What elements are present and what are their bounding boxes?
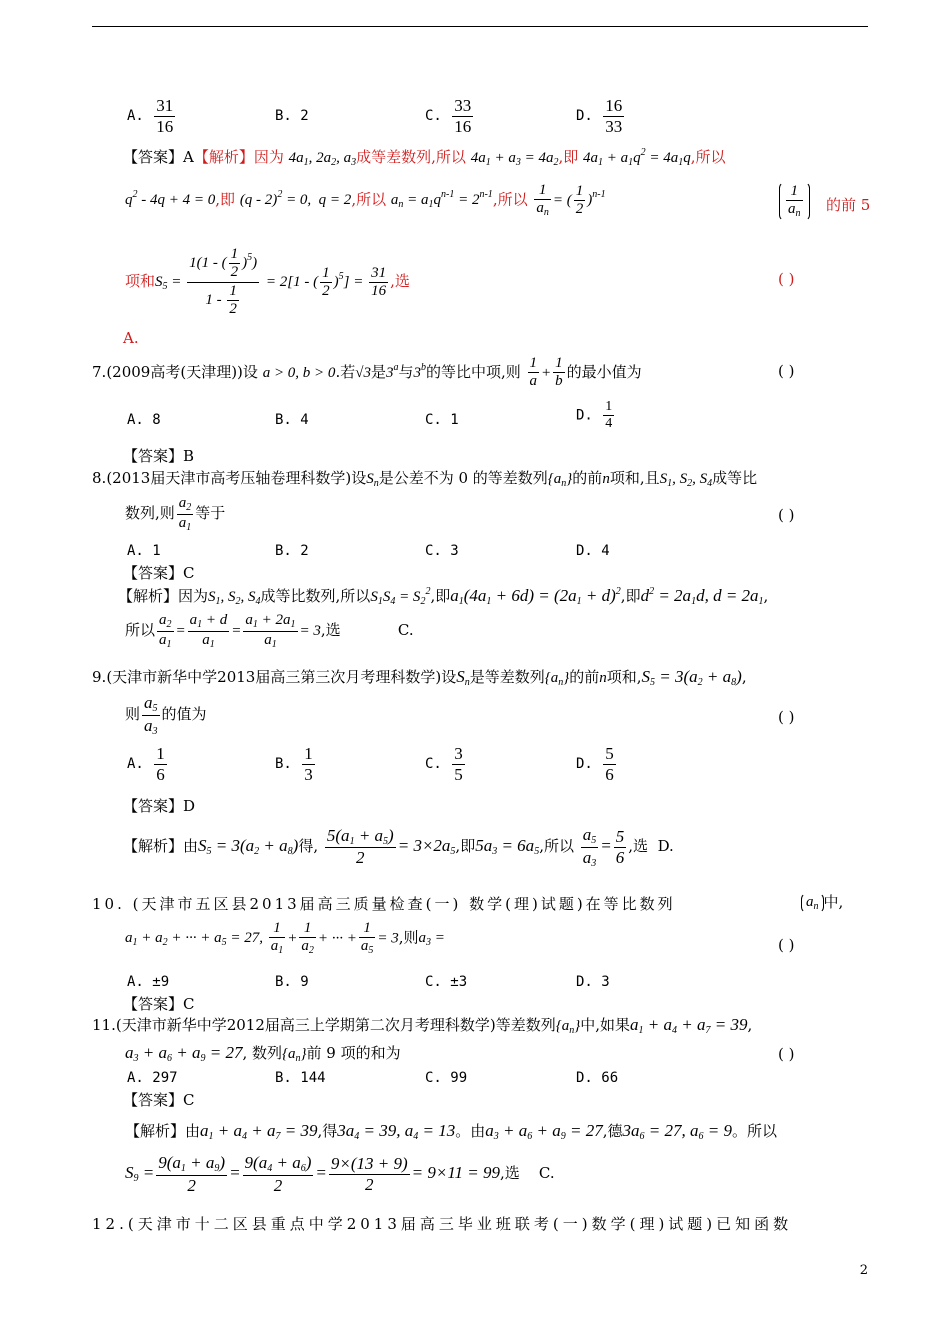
q9-paren: ( ) bbox=[778, 708, 795, 726]
q8-option-c: C. 3 bbox=[425, 543, 459, 559]
q7-paren: ( ) bbox=[778, 362, 795, 380]
q10-option-a: A. ±9 bbox=[127, 974, 170, 990]
q11-stem-line2: $a_3 + a_6 + a_9 = 27$, 数列$\{a_n\}$前 9 项的和为 bbox=[125, 1043, 401, 1064]
q6-option-c: C. $\frac{33}{16}$ bbox=[425, 96, 472, 136]
q11-option-c: C. 99 bbox=[425, 1070, 468, 1086]
q7-option-b: B. 4 bbox=[275, 412, 309, 428]
q7-option-c: C. 1 bbox=[425, 412, 459, 428]
q8-answer: 【答案】C bbox=[123, 564, 195, 582]
q9-option-c: C. $\frac{3}{5}$ bbox=[425, 744, 463, 784]
q11-solution-line2: $S_9$ = $\frac{9(a_1 + a_9)}{2}$ = $\frac{9(a_4 + a_6)}{2}$ = $\frac{9\times(13 + 9)}{2}$ = 9×11 = 99,选 C. bbox=[125, 1153, 555, 1195]
q8-option-d: D. 4 bbox=[576, 543, 610, 559]
q11-paren: ( ) bbox=[778, 1045, 795, 1063]
q8-option-a: A. 1 bbox=[127, 543, 161, 559]
q11-option-d: D. 66 bbox=[576, 1070, 619, 1086]
q8-stem-line2: 数列,则 $\frac{a_2}{a_1}$ 等于 bbox=[125, 495, 226, 533]
q11-solution-line1: 【解析】由$a_1 + a_4 + a_7 = 39$,得$3a_4 = 39$, $a_4 = 13$。由$a_3 + a_6 + a_9 = 27$,德$3a_6 = 27$, $a_6 = 9$。所以 bbox=[125, 1121, 777, 1142]
q10-brace-set: $a_n$ 中, bbox=[801, 891, 843, 913]
q11-option-a: A. 297 bbox=[127, 1070, 178, 1086]
q10-option-d: D. 3 bbox=[576, 974, 610, 990]
q9-option-d: D. $\frac{5}{6}$ bbox=[576, 744, 614, 784]
q8-solution-line1: 【解析】因为$S_1$, $S_2$, $S_4$成等比数列,所以$S_1S_4 = S_2^2$,即$a_1(4a_1 + 6d) = (2a_1 + d)^2$,即$d^2 = 2a_1d$, $d = 2a_1$, bbox=[118, 586, 769, 607]
q6-solution-line2-end: 的前 5 bbox=[826, 196, 871, 214]
q10-option-c: C. ±3 bbox=[425, 974, 468, 990]
q6-answer-end: A. bbox=[123, 329, 139, 347]
q9-answer: 【答案】D bbox=[123, 797, 196, 815]
q6-solution-line1: 【答案】A【解析】因为 $4a_1$, $2a_2$, $a_3$成等差数列,所以 $4a_1 + a_3 = 4a_2$,即 $4a_1 + a_1q^2 = 4a_1q$,所以 bbox=[123, 147, 726, 168]
q8-solution-line2: 所以 $\frac{a_2}{a_1}$ = $\frac{a_1 + d}{a_1}$ = $\frac{a_1 + 2a_1}{a_1}$ = 3,选 C. bbox=[125, 612, 414, 650]
q6-brace-set: $\frac{1}{a_n}$ bbox=[779, 182, 810, 221]
q8-paren: ( ) bbox=[778, 506, 795, 524]
q7-answer: 【答案】B bbox=[123, 447, 195, 465]
q9-stem-line2: 则 $\frac{a_5}{a_3}$ 的值为 bbox=[125, 693, 207, 737]
q7-stem: 7.(2009高考(天津理))设 a > 0, b > 0.若√3是3$^a$与3$^b$的等比中项,则 $\frac{1}{a}$ + $\frac{1}{b}$ 的最小值为 bbox=[92, 355, 642, 390]
q10-option-b: B. 9 bbox=[275, 974, 309, 990]
q10-answer: 【答案】C bbox=[123, 995, 195, 1013]
q11-stem: 11.(天津市新华中学2012届高三上学期第二次月考理科数学)等差数列$\{a_n\}$中,如果$a_1 + a_4 + a_7 = 39$, bbox=[92, 1015, 753, 1036]
q9-solution: 【解析】由$S_5 = 3(a_2 + a_8)$得, $\frac{5(a_1 + a_5)}{2}$ = $3\times 2a_5$,即$5a_3 = 6a_5$,所以 $\frac{a_5}{a_3}$ = $\frac{5}{6}$ ,选 D. bbox=[123, 825, 674, 869]
q10-paren: ( ) bbox=[778, 936, 795, 954]
q9-option-b: B. $\frac{1}{3}$ bbox=[275, 744, 313, 784]
q9-option-a: A. $\frac{1}{6}$ bbox=[127, 744, 165, 784]
q6-solution-line3: 项和$S_5$ = 1(1 - ( $\frac{1}{2}$ )$^5$) 1 - $\frac{1}{2}$ = 2[1 - ( $\frac{1}{2}$ )$^5$] = $\frac{31}{16}$ ,选 bbox=[125, 246, 410, 317]
q6-solution-line2: $q^2 - 4q + 4 = 0$,即 (q - 2)$^2$ = 0, q = 2,所以 $a_n = a_1q^{n-1} = 2^{n-1}$,所以 $\frac{1}{a_n}$ = ( $\frac{1}{2}$ )$^{n-1}$ bbox=[125, 182, 606, 219]
page-number: 2 bbox=[859, 1263, 868, 1278]
q8-option-b: B. 2 bbox=[275, 543, 309, 559]
q6-option-d: D. $\frac{16}{33}$ bbox=[576, 96, 623, 136]
q7-option-a: A. 8 bbox=[127, 412, 161, 428]
q6-option-b: B. 2 bbox=[275, 108, 309, 124]
q6-paren: ( ) bbox=[778, 270, 795, 288]
header-rule bbox=[92, 26, 868, 27]
q8-stem: 8.(2013届天津市高考压轴卷理科数学)设$S_n$是公差不为 0 的等差数列$\{a_n\}$的前n项和,且$S_1$, $S_2$, $S_4$成等比 bbox=[92, 469, 758, 489]
q10-stem-line2: $a_1 + a_2$ + ··· + $a_5 = 27$, $\frac{1}{a_1}$ + $\frac{1}{a_2}$ + ··· + $\frac{1}{a_5}$ = 3,则$a_3$ = bbox=[125, 920, 445, 957]
q10-stem: 10. (天津市五区县2013届高三质量检查(一) 数学(理)试题)在等比数列 bbox=[92, 895, 676, 913]
q6-option-a: A. $\frac{31}{16}$ bbox=[127, 96, 174, 136]
q7-option-d: D. $\frac{1}{4}$ bbox=[576, 399, 613, 432]
q11-option-b: B. 144 bbox=[275, 1070, 326, 1086]
q9-stem: 9.(天津市新华中学2013届高三第三次月考理科数学)设$S_n$是等差数列$\{a_n\}$的前n项和$,S_5 = 3(a_2 + a_8)$, bbox=[92, 667, 747, 688]
q11-answer: 【答案】C bbox=[123, 1091, 195, 1109]
q12-stem: 12.(天津市十二区县重点中学2013届高三毕业班联考(一)数学(理)试题)已知函数 bbox=[92, 1215, 793, 1233]
